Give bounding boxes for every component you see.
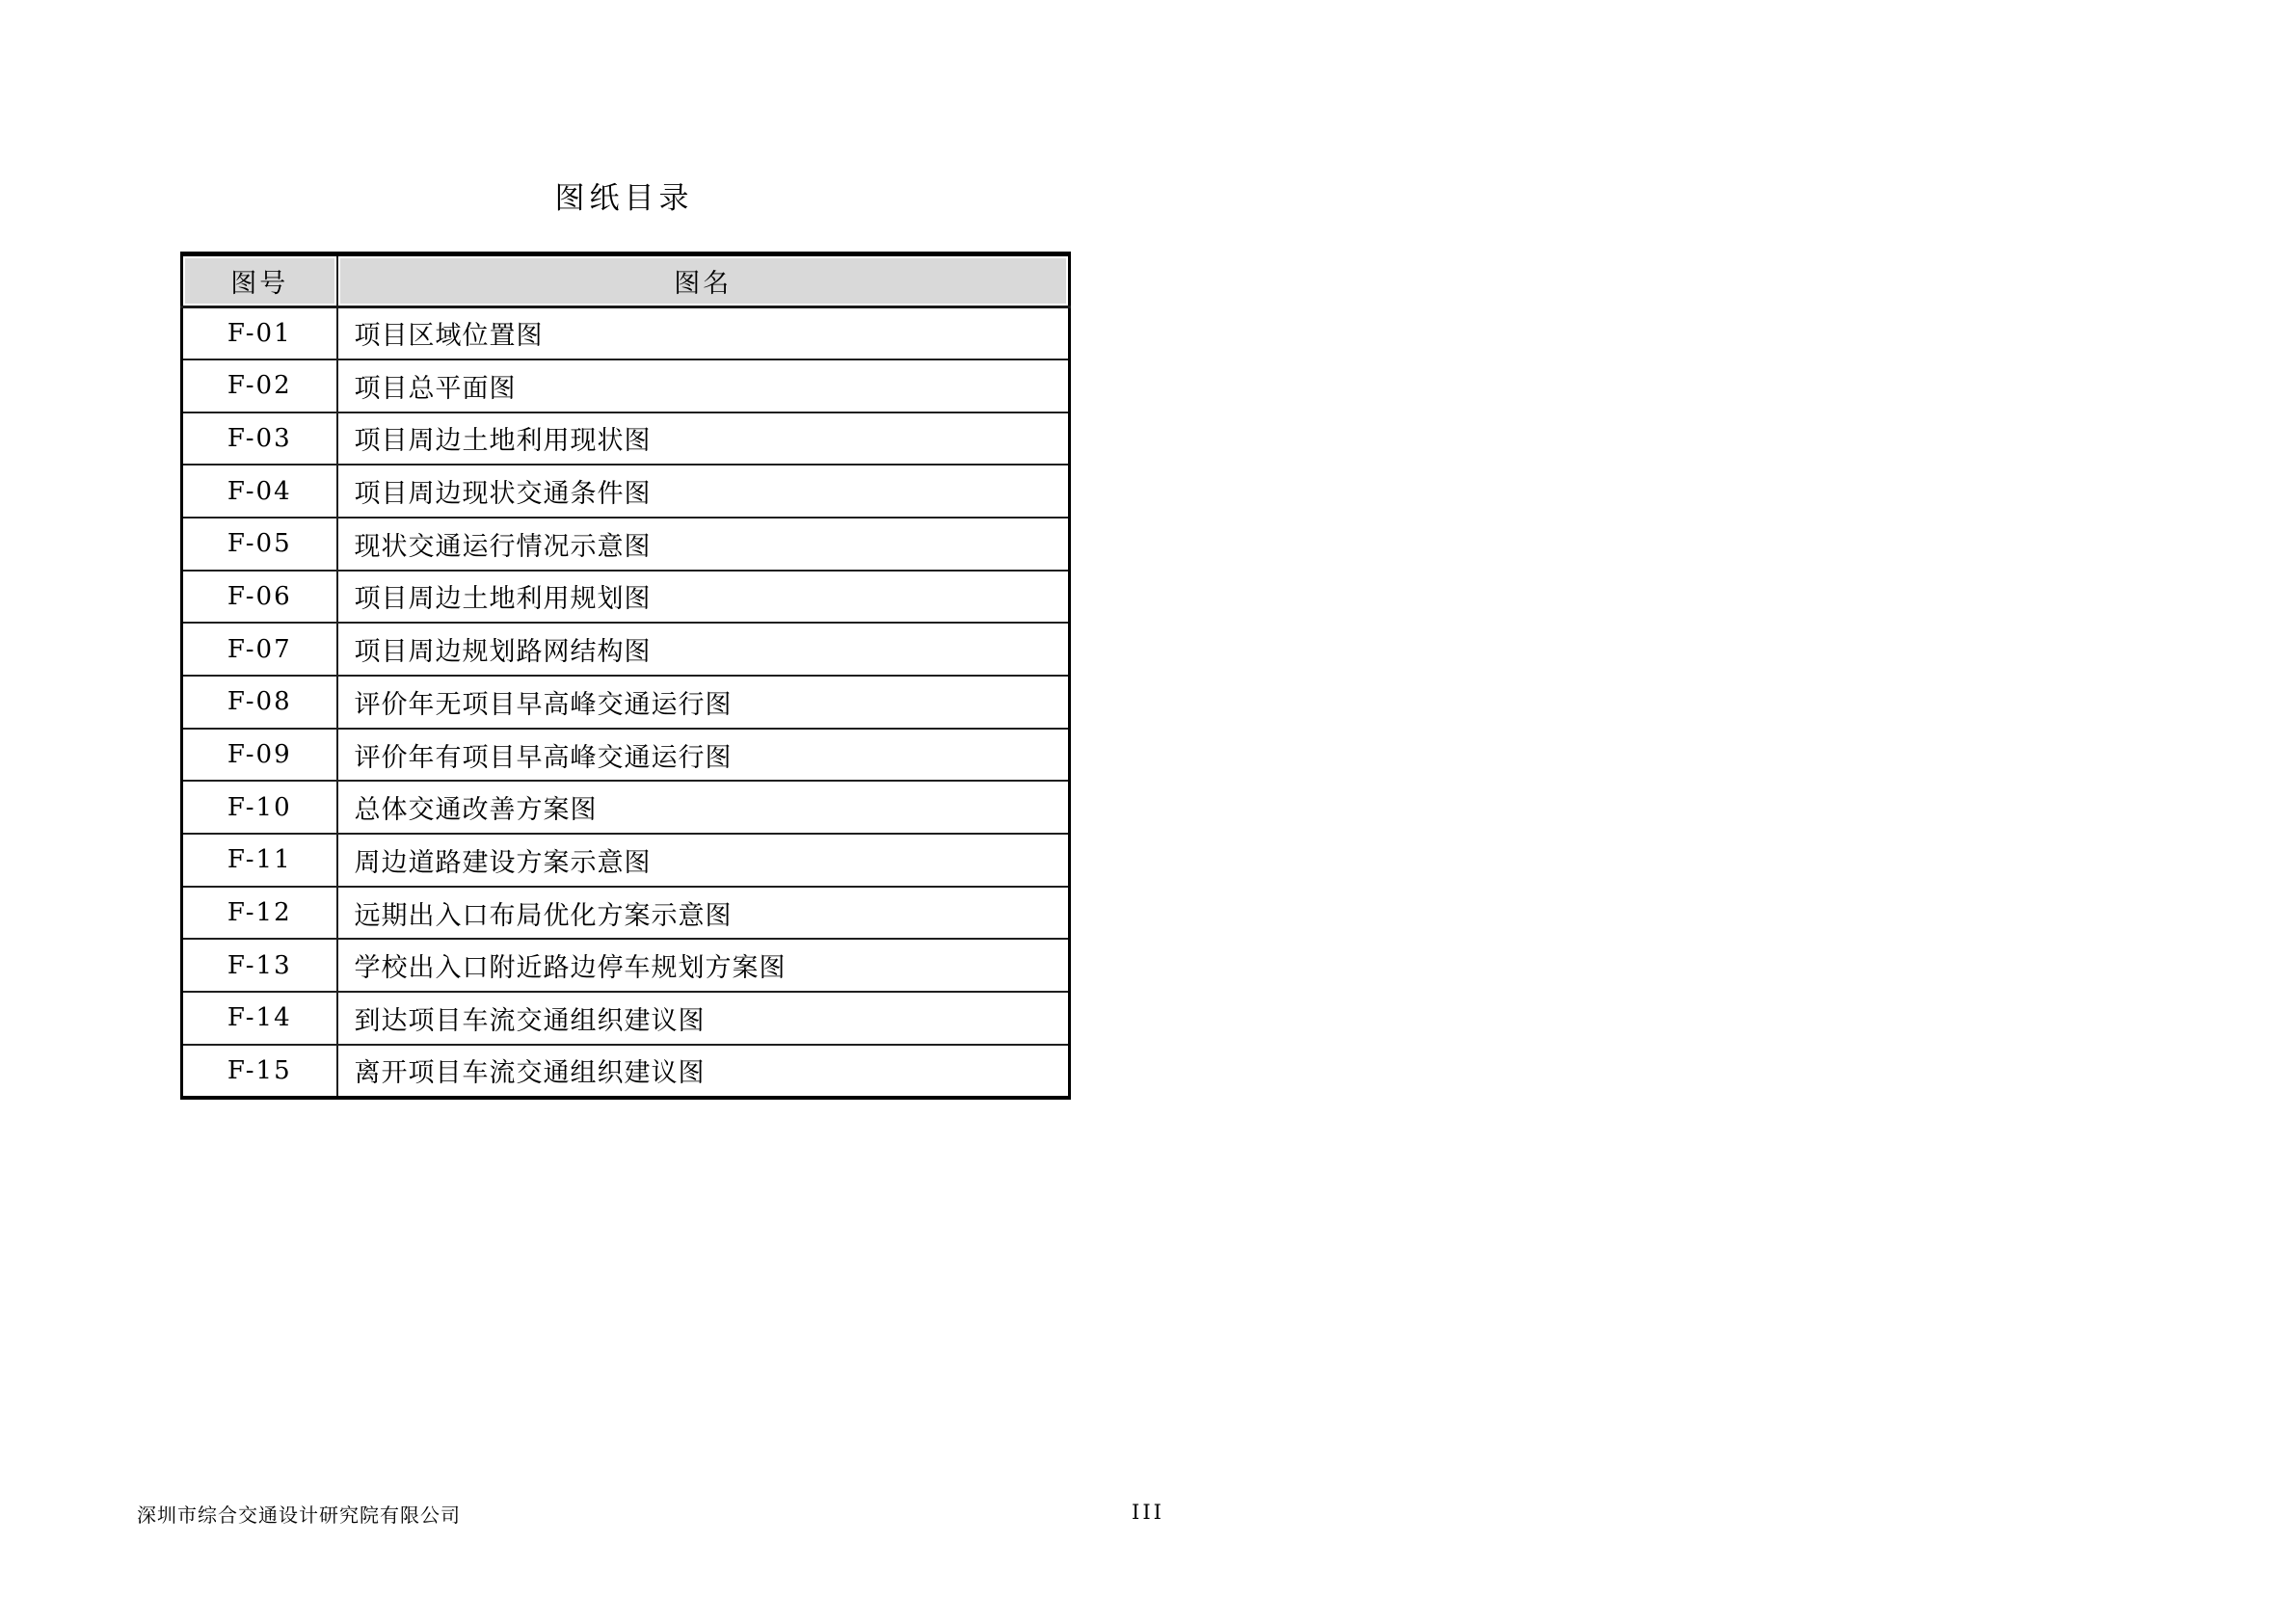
table-row xyxy=(182,623,1070,676)
figure-no-cell: F-14 xyxy=(182,992,337,1045)
figure-no-cell: F-06 xyxy=(182,571,337,624)
table-row xyxy=(182,887,1070,940)
figure-name-cell: 远期出入口布局优化方案示意图 xyxy=(337,887,1070,940)
table-row xyxy=(182,1045,1070,1098)
figure-name-cell: 项目周边规划路网结构图 xyxy=(337,623,1070,676)
figure-no-cell: F-11 xyxy=(182,834,337,887)
footer-page-number: III xyxy=(1132,1501,1164,1524)
table-row xyxy=(182,571,1070,624)
figure-no-cell: F-08 xyxy=(182,676,337,729)
column-header-figure-name: 图名 xyxy=(337,254,1070,307)
table-row xyxy=(182,729,1070,782)
figure-no-cell: F-04 xyxy=(182,465,337,518)
table-row xyxy=(182,359,1070,412)
table-header-row xyxy=(182,254,1070,307)
figure-name-cell: 评价年无项目早高峰交通运行图 xyxy=(337,676,1070,729)
page-title: 图纸目录 xyxy=(554,181,694,216)
figure-name-cell: 离开项目车流交通组织建议图 xyxy=(337,1045,1070,1098)
footer-company-name: 深圳市综合交通设计研究院有限公司 xyxy=(137,1503,461,1527)
figure-no-cell: F-05 xyxy=(182,518,337,571)
figure-no-cell: F-15 xyxy=(182,1045,337,1098)
table-row xyxy=(182,306,1070,359)
column-header-figure-no: 图号 xyxy=(182,254,337,307)
figure-name-cell: 现状交通运行情况示意图 xyxy=(337,518,1070,571)
figure-no-cell: F-13 xyxy=(182,939,337,992)
figure-no-cell: F-03 xyxy=(182,412,337,466)
table-row xyxy=(182,834,1070,887)
figure-name-cell: 周边道路建设方案示意图 xyxy=(337,834,1070,887)
figure-no-cell: F-02 xyxy=(182,359,337,412)
figure-no-cell: F-07 xyxy=(182,623,337,676)
figure-no-cell: F-10 xyxy=(182,781,337,834)
figure-name-cell: 学校出入口附近路边停车规划方案图 xyxy=(337,939,1070,992)
table-row xyxy=(182,781,1070,834)
table-row xyxy=(182,465,1070,518)
figure-name-cell: 项目周边现状交通条件图 xyxy=(337,465,1070,518)
table-row xyxy=(182,412,1070,466)
figure-name-cell: 项目周边土地利用现状图 xyxy=(337,412,1070,466)
table-row xyxy=(182,939,1070,992)
table-row xyxy=(182,518,1070,571)
table-row xyxy=(182,676,1070,729)
figure-name-cell: 项目区域位置图 xyxy=(337,306,1070,359)
figure-name-cell: 到达项目车流交通组织建议图 xyxy=(337,992,1070,1045)
figure-no-cell: F-01 xyxy=(182,306,337,359)
figure-no-cell: F-12 xyxy=(182,887,337,940)
drawing-catalog-table xyxy=(180,252,1071,1100)
figure-name-cell: 项目总平面图 xyxy=(337,359,1070,412)
table-row xyxy=(182,992,1070,1045)
figure-no-cell: F-09 xyxy=(182,729,337,782)
table-body xyxy=(182,306,1070,1097)
figure-name-cell: 项目周边土地利用规划图 xyxy=(337,571,1070,624)
figure-name-cell: 评价年有项目早高峰交通运行图 xyxy=(337,729,1070,782)
figure-name-cell: 总体交通改善方案图 xyxy=(337,781,1070,834)
